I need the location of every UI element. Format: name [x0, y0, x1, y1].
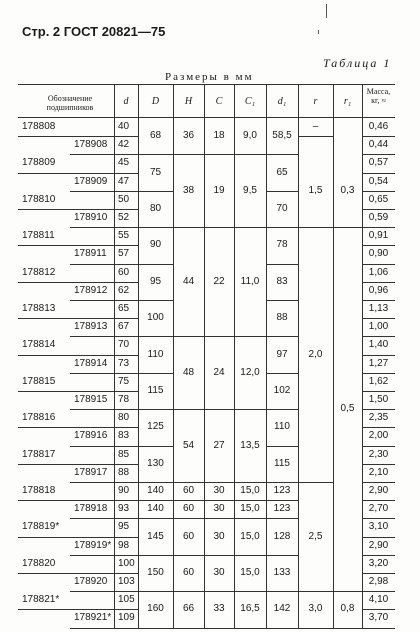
cell-mass: 0,57 — [368, 157, 389, 169]
designation-right: 178914 — [74, 357, 108, 369]
span-rule — [138, 336, 173, 337]
span-rule — [298, 628, 333, 629]
span-rule — [266, 446, 298, 447]
cell-h: 44 — [182, 275, 195, 287]
cell-c1: 15,0 — [240, 485, 260, 497]
span-rule — [266, 300, 298, 301]
cell-d: 83 — [118, 430, 130, 442]
cell-c1: 15,0 — [240, 530, 260, 542]
cell-r: 3,0 — [308, 603, 323, 615]
cell-mass: 1,13 — [368, 303, 389, 314]
designation-right: 178918 — [74, 503, 108, 515]
designation-left: 178811 — [22, 230, 55, 242]
row-rule — [362, 628, 395, 629]
cell-d1: 102 — [273, 385, 291, 396]
cell-d: 130 — [147, 457, 164, 469]
cell-mass: 1,00 — [368, 321, 389, 333]
cell-r1: 0,5 — [340, 403, 355, 415]
span-rule — [204, 154, 234, 155]
span-rule — [138, 409, 173, 410]
cell-d: 52 — [118, 212, 130, 223]
span-rule — [298, 227, 333, 228]
cell-d: 60 — [118, 266, 130, 278]
designation-left — [22, 464, 74, 482]
cell-d: 68 — [149, 130, 162, 142]
span-rule — [234, 555, 266, 556]
cell-c1: 15,0 — [240, 503, 260, 515]
designation-left — [22, 573, 74, 591]
designation-left — [22, 500, 74, 518]
cell-d: 85 — [118, 448, 130, 460]
cell-c: 19 — [213, 184, 225, 196]
cell-mass: 2,98 — [368, 576, 389, 587]
cell-d: 100 — [118, 557, 135, 569]
cell-d: 40 — [118, 121, 130, 132]
cell-d: 57 — [118, 248, 130, 260]
column-divider — [333, 84, 334, 628]
span-rule — [204, 336, 234, 337]
cell-h: 60 — [182, 503, 195, 515]
column-header-d: d — [123, 96, 129, 107]
column-header-D: D — [151, 96, 160, 107]
designation-left: 178813 — [22, 303, 56, 314]
designation-left — [22, 136, 74, 154]
span-rule — [138, 227, 173, 228]
span-rule — [173, 591, 204, 592]
span-rule — [266, 409, 298, 410]
span-rule — [138, 555, 173, 556]
span-rule — [138, 628, 173, 629]
cell-h: 60 — [182, 530, 195, 542]
span-rule — [333, 628, 362, 629]
span-rule — [266, 591, 298, 592]
cell-mass: 1,27 — [368, 357, 389, 369]
cell-r: 1,5 — [308, 184, 323, 196]
cell-d: 55 — [118, 230, 130, 242]
designation-left: 178818 — [22, 485, 56, 496]
cell-mass: 2,00 — [368, 430, 389, 442]
span-rule — [173, 518, 204, 519]
designation-right — [74, 555, 114, 573]
span-rule — [266, 154, 298, 155]
cell-d: 42 — [118, 139, 130, 151]
cell-c: 30 — [213, 503, 225, 515]
designation-left — [22, 391, 74, 409]
table-label: Таблица 1 — [323, 56, 392, 70]
cell-mass: 4,10 — [368, 594, 389, 606]
designation-right — [74, 336, 114, 354]
cell-c1: 16,5 — [240, 603, 260, 615]
span-rule — [173, 555, 204, 556]
cell-d: 78 — [118, 394, 130, 405]
cell-d1: 78 — [276, 239, 288, 251]
cell-d: 110 — [147, 348, 164, 360]
cell-mass: 2,90 — [368, 539, 389, 551]
span-rule — [204, 227, 234, 228]
cell-r1: 0,8 — [340, 603, 355, 615]
designation-left — [22, 355, 74, 373]
span-rule — [298, 482, 333, 483]
cell-mass: 0,91 — [368, 230, 389, 242]
cell-d: 100 — [147, 312, 164, 324]
cell-d: 80 — [149, 203, 162, 214]
cell-d1: 88 — [276, 312, 288, 324]
cell-d: 140 — [147, 503, 164, 515]
designation-right — [74, 409, 114, 427]
designation-right — [74, 482, 114, 500]
span-rule — [266, 227, 298, 228]
span-rule — [173, 227, 204, 228]
cell-mass: 1,62 — [368, 375, 389, 387]
cell-d1: 142 — [273, 603, 291, 615]
cell-d: 67 — [118, 321, 130, 333]
cell-mass: 0,54 — [368, 175, 389, 187]
span-rule — [173, 409, 204, 410]
designation-right — [74, 227, 114, 245]
span-rule — [234, 409, 266, 410]
cell-d: 70 — [118, 339, 130, 351]
column-header-designation: Обозначение подшипников — [46, 94, 94, 112]
span-rule — [173, 628, 204, 629]
table-subtitle: Размеры в мм — [165, 71, 254, 83]
designation-left — [22, 609, 74, 627]
designation-right — [74, 191, 114, 209]
cell-mass: 0,44 — [368, 139, 389, 151]
designation-left: 178814 — [22, 339, 56, 351]
span-rule — [204, 518, 234, 519]
designation-right: 178916 — [74, 430, 108, 442]
cell-d1: 83 — [276, 275, 288, 287]
span-rule — [138, 191, 173, 192]
cell-h: 48 — [182, 366, 195, 378]
cell-d: 75 — [149, 166, 162, 178]
cell-d: 125 — [147, 421, 164, 433]
cell-c: 22 — [213, 275, 225, 287]
designation-left: 178812 — [22, 266, 56, 278]
cell-c: 18 — [213, 130, 225, 142]
designation-right: 178919* — [74, 539, 112, 551]
cell-d: 115 — [147, 385, 164, 396]
cell-d1: 65 — [276, 166, 288, 178]
column-header-r: r — [313, 96, 318, 107]
designation-right — [74, 591, 114, 609]
cell-d: 95 — [118, 521, 130, 533]
cell-d: 145 — [147, 530, 164, 542]
span-rule — [204, 591, 234, 592]
cell-c1: 13,5 — [240, 439, 260, 451]
designation-left — [22, 173, 74, 191]
designation-left: 178820 — [22, 557, 56, 569]
cell-r: 2,5 — [308, 530, 323, 542]
cell-d1: 110 — [274, 421, 290, 433]
cell-d1: 70 — [276, 203, 288, 214]
span-rule — [138, 591, 173, 592]
designation-right — [74, 373, 114, 391]
designation-right: 178915 — [74, 394, 108, 405]
cell-mass: 1,40 — [368, 339, 389, 351]
designation-right: 178912 — [74, 284, 108, 296]
cell-c: 24 — [213, 366, 225, 378]
cell-d: 45 — [118, 157, 130, 169]
cell-mass: 0,90 — [368, 248, 389, 260]
span-rule — [138, 373, 173, 374]
designation-right: 178921* — [74, 612, 112, 624]
cell-h: 54 — [182, 439, 195, 451]
column-divider — [234, 84, 235, 628]
cell-mass: 2,10 — [368, 466, 389, 478]
cell-d: 62 — [118, 284, 130, 296]
span-rule — [266, 518, 298, 519]
designation-left: 178809 — [22, 157, 56, 169]
cell-d1: 123 — [273, 485, 291, 497]
cell-d: 140 — [147, 485, 164, 497]
cell-mass: 3,20 — [368, 557, 389, 569]
span-rule — [234, 591, 266, 592]
column-header-r1: r₁ — [343, 96, 352, 107]
designation-left — [22, 282, 74, 300]
span-rule — [138, 518, 173, 519]
cell-r: 2,0 — [308, 348, 323, 360]
designation-left: 178816 — [22, 412, 56, 424]
span-rule — [204, 555, 234, 556]
cell-mass: 0,46 — [368, 121, 389, 132]
span-rule — [266, 555, 298, 556]
cell-d: 103 — [118, 576, 135, 587]
cell-d: 73 — [118, 357, 130, 369]
cell-r: – — [312, 121, 319, 133]
cell-mass: 0,59 — [368, 212, 389, 223]
span-rule — [298, 136, 333, 137]
span-rule — [333, 591, 362, 592]
cell-mass: 1,50 — [368, 394, 389, 405]
designation-right: 178909 — [74, 175, 108, 187]
cell-h: 66 — [182, 603, 195, 615]
cell-d: 88 — [118, 466, 130, 478]
cell-mass: 2,30 — [368, 448, 389, 460]
cell-d: 80 — [118, 412, 130, 424]
designation-right — [74, 264, 114, 282]
cell-d1: 128 — [273, 530, 291, 542]
column-header-d1: d₁ — [277, 96, 287, 107]
cell-d: 90 — [118, 485, 130, 496]
span-rule — [266, 373, 298, 374]
designation-left: 178819* — [22, 521, 60, 533]
cell-mass: 2,70 — [368, 503, 389, 515]
span-rule — [234, 154, 266, 155]
span-rule — [173, 336, 204, 337]
designation-right — [74, 154, 114, 172]
span-rule — [234, 628, 266, 629]
designation-right — [74, 118, 114, 136]
cell-c: 30 — [213, 485, 225, 497]
cell-d1: 123 — [273, 503, 291, 515]
column-header-C1: C₁ — [244, 96, 256, 107]
span-rule — [234, 336, 266, 337]
column-divider — [173, 84, 174, 628]
span-rule — [204, 628, 234, 629]
span-rule — [266, 191, 298, 192]
designation-left: 178810 — [22, 193, 56, 205]
designation-right — [74, 446, 114, 464]
designation-right — [74, 300, 114, 318]
span-rule — [138, 154, 173, 155]
cell-d: 98 — [118, 539, 130, 551]
cell-d1: 133 — [273, 567, 291, 578]
cell-c1: 11,0 — [240, 275, 260, 287]
cell-c: 30 — [213, 530, 225, 542]
cell-h: 60 — [182, 567, 195, 578]
column-header-H: H — [184, 96, 193, 107]
cell-c1: 15,0 — [240, 567, 260, 578]
column-header-C: C — [215, 96, 223, 107]
span-rule — [138, 300, 173, 301]
cell-mass: 3,70 — [368, 612, 389, 624]
cell-h: 36 — [182, 130, 195, 142]
span-rule — [173, 154, 204, 155]
span-rule — [234, 518, 266, 519]
designation-left: 178815 — [22, 375, 56, 387]
cell-h: 38 — [182, 184, 195, 196]
cell-mass: 2,90 — [368, 485, 389, 496]
designation-left: 178821* — [22, 594, 60, 606]
cell-c1: 9,0 — [243, 130, 257, 142]
designation-left: 178817 — [22, 448, 56, 460]
designation-left — [22, 245, 74, 263]
span-rule — [298, 591, 333, 592]
designation-right: 178917 — [74, 466, 108, 478]
cell-c: 27 — [213, 439, 225, 451]
designation-right: 178910 — [74, 212, 108, 223]
cell-d: 47 — [118, 175, 130, 187]
column-header-mass: Масса, кг, ≈ — [366, 87, 391, 105]
designation-left — [22, 209, 74, 227]
page-label: Стр. 2 ГОСТ 20821—75 — [22, 24, 166, 39]
cell-d: 50 — [118, 193, 130, 205]
designation-right: 178913 — [74, 321, 108, 333]
row-rule — [70, 628, 138, 629]
cell-d1: 58,5 — [272, 130, 292, 142]
cell-d1: 97 — [276, 348, 288, 360]
cell-d: 90 — [149, 239, 162, 251]
span-rule — [333, 227, 362, 228]
cell-d: 109 — [118, 612, 135, 624]
designation-left — [22, 318, 74, 336]
cell-c1: 12,0 — [240, 366, 260, 378]
cell-r1: 0,3 — [340, 184, 355, 196]
cell-d1: 115 — [274, 457, 290, 469]
cell-d: 105 — [118, 594, 135, 606]
cell-d: 95 — [149, 275, 162, 287]
cell-c1: 9,5 — [243, 184, 257, 196]
designation-right — [74, 518, 114, 536]
cell-mass: 3,10 — [368, 521, 389, 533]
cell-c: 33 — [213, 603, 225, 615]
span-rule — [204, 409, 234, 410]
span-rule — [138, 264, 173, 265]
designation-left: 178808 — [22, 121, 56, 132]
span-rule — [266, 336, 298, 337]
span-rule — [266, 264, 298, 265]
designation-right: 178920 — [74, 576, 108, 587]
cell-d: 65 — [118, 303, 130, 314]
column-divider — [204, 84, 205, 628]
cell-c: 30 — [213, 567, 225, 578]
designation-left — [22, 427, 74, 445]
span-rule — [138, 446, 173, 447]
cell-d: 75 — [118, 375, 130, 387]
designation-right: 178908 — [74, 139, 108, 151]
cell-mass: 2,35 — [368, 412, 389, 424]
cell-d: 150 — [147, 567, 164, 578]
cell-h: 60 — [182, 485, 195, 497]
table-top-border — [18, 84, 395, 85]
cell-mass: 1,06 — [368, 266, 389, 278]
cell-mass: 0,96 — [368, 284, 389, 296]
cell-mass: 0,65 — [368, 193, 389, 205]
designation-right: 178911 — [74, 248, 107, 260]
cell-d: 93 — [118, 503, 130, 515]
designation-left — [22, 537, 74, 555]
span-rule — [234, 227, 266, 228]
span-rule — [266, 628, 298, 629]
cell-d: 160 — [147, 603, 164, 615]
